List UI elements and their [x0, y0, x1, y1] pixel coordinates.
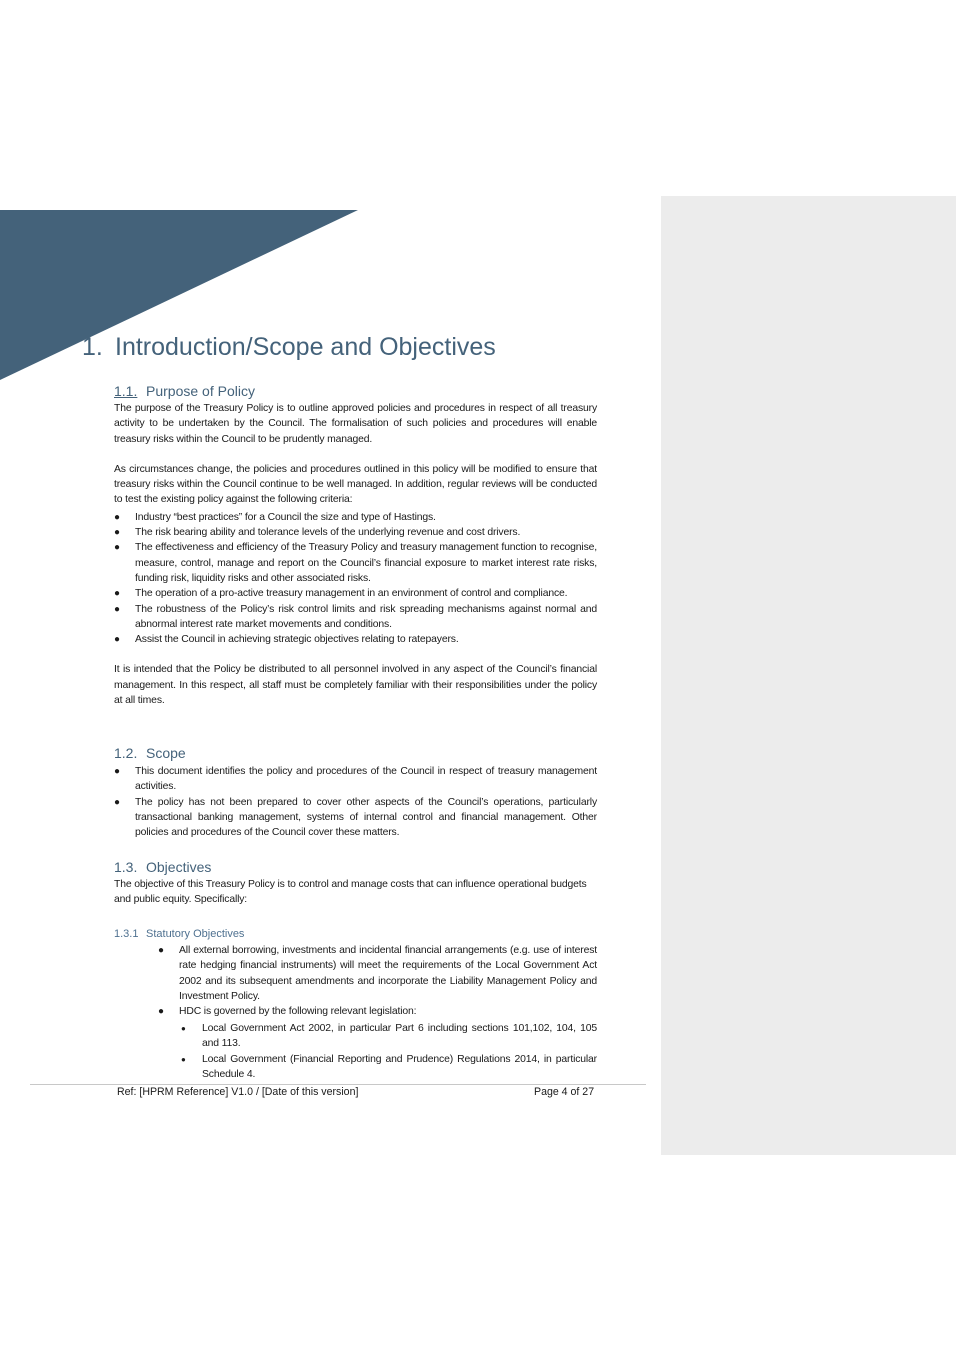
list-item: ● The effectiveness and efficiency of the Treasury Policy and treasury management function to recognise, measure, control, manage and report on the Council’s financial exposure to market interest rate risks, funding risk, liquidity risks and other associated risks. [114, 542, 597, 584]
subsection-number: 1.3.1 [114, 928, 139, 940]
comment-pane[interactable] [661, 196, 956, 1155]
scope-list [114, 764, 597, 840]
objectives-paragraph-1: The objective of this Treasury Policy is to control and manage costs that can influence operational budgets and public equity. Specifically: [114, 879, 587, 906]
list-item: ● The robustness of the Policy’s risk control limits and risk spreading mechanisms against normal and abnormal interest rate market movements and conditions. [114, 603, 597, 630]
footer-page-number: Page 4 of 27 [534, 1086, 595, 1098]
bullet-icon: ● [181, 1054, 186, 1064]
list-item: ● This document identifies the policy and procedures of the Council in respect of treasury management activities. [114, 766, 597, 793]
list-item: ● Local Government (Financial Reporting and Prudence) Regulations 2014, in particular Schedule 4. [181, 1053, 597, 1080]
legislation-list [181, 1021, 597, 1082]
statutory-objectives-list-wrap [158, 943, 597, 1019]
heading-scope [114, 744, 186, 762]
statutory-objectives-list [158, 943, 597, 1019]
bullet-icon: ● [114, 542, 120, 554]
list-item: ● Industry “best practices” for a Council the size and type of Hastings. [114, 510, 597, 525]
section-number: 1.2. [114, 745, 138, 761]
heading-statutory-objectives [114, 927, 244, 941]
section-number: 1.3. [114, 859, 138, 875]
title-number: 1. [82, 333, 103, 361]
list-item: ● Assist the Council in achieving strategic objectives relating to ratepayers. [114, 632, 597, 647]
objectives-section-body [114, 877, 597, 908]
purpose-section-body [114, 401, 597, 708]
bullet-icon: ● [114, 634, 120, 646]
bullet-icon: ● [158, 1006, 164, 1018]
purpose-paragraph-1: The purpose of the Treasury Policy is to outline approved policies and procedures in respect of all treasury activity to be undertaken by the Council. The formalisation of such policies and procedures will enable treasury risks within the Council to be prudently managed. [114, 403, 597, 445]
list-item: ● The operation of a pro-active treasury management in an environment of control and compliance. [114, 586, 597, 601]
footer-reference: Ref: [HPRM Reference] V1.0 / [Date of this version] [117, 1086, 359, 1098]
list-item: ● Local Government Act 2002, in particular Part 6 including sections 101,102, 104, 105 and 113. [181, 1023, 597, 1050]
section-heading: Scope [146, 745, 186, 761]
bullet-icon: ● [181, 1024, 186, 1033]
list-item: ● HDC is governed by the following relevant legislation: [158, 1004, 597, 1019]
bullet-icon: ● [114, 511, 120, 523]
bullet-icon: ● [114, 603, 120, 615]
purpose-criteria-list [114, 510, 597, 648]
bullet-icon: ● [114, 766, 120, 777]
bullet-icon: ● [114, 796, 120, 808]
legislation-list-wrap [181, 1021, 597, 1082]
title-text: Introduction/Scope and Objectives [115, 333, 496, 361]
scope-section-body [114, 764, 597, 840]
heading-objectives [114, 858, 211, 876]
purpose-paragraph-3: It is intended that the Policy be distributed to all personnel involved in any aspect of the Council’s financial management. In this respect, all staff must be completely familiar with their responsibilities under the policy at all times. [114, 664, 597, 707]
bullet-icon: ● [114, 588, 120, 600]
list-item: ● The policy has not been prepared to cover other aspects of the Council’s operations, particularly transactional banking management, systems of internal control and financial management. Other policies and procedures of the Council cover these matters. [114, 796, 597, 839]
section-heading: Purpose of Policy [146, 383, 255, 399]
page-title [82, 331, 642, 363]
section-number: 1.1. [114, 383, 138, 399]
bullet-icon: ● [158, 945, 164, 956]
list-item: ● All external borrowing, investments and incidental financial arrangements (e.g. use of interest rate hedging financial instruments) will meet the requirements of the Local Government Act 2002 and its subsequent amendments and incorporate the Liability Management Policy and Investment Policy. [158, 945, 597, 1002]
list-item: ● The risk bearing ability and tolerance levels of the underlying revenue and cost drivers. [114, 525, 597, 540]
subsection-heading: Statutory Objectives [146, 928, 245, 940]
section-heading: Objectives [146, 859, 212, 875]
purpose-paragraph-2: As circumstances change, the policies and procedures outlined in this policy will be modified to ensure that treasury risks within the Council continue to be well managed. In addition, regular reviews will be conducted to test the existing policy against the following criteria: [114, 463, 597, 506]
bullet-icon: ● [114, 527, 120, 539]
heading-purpose-of-policy [114, 382, 255, 400]
